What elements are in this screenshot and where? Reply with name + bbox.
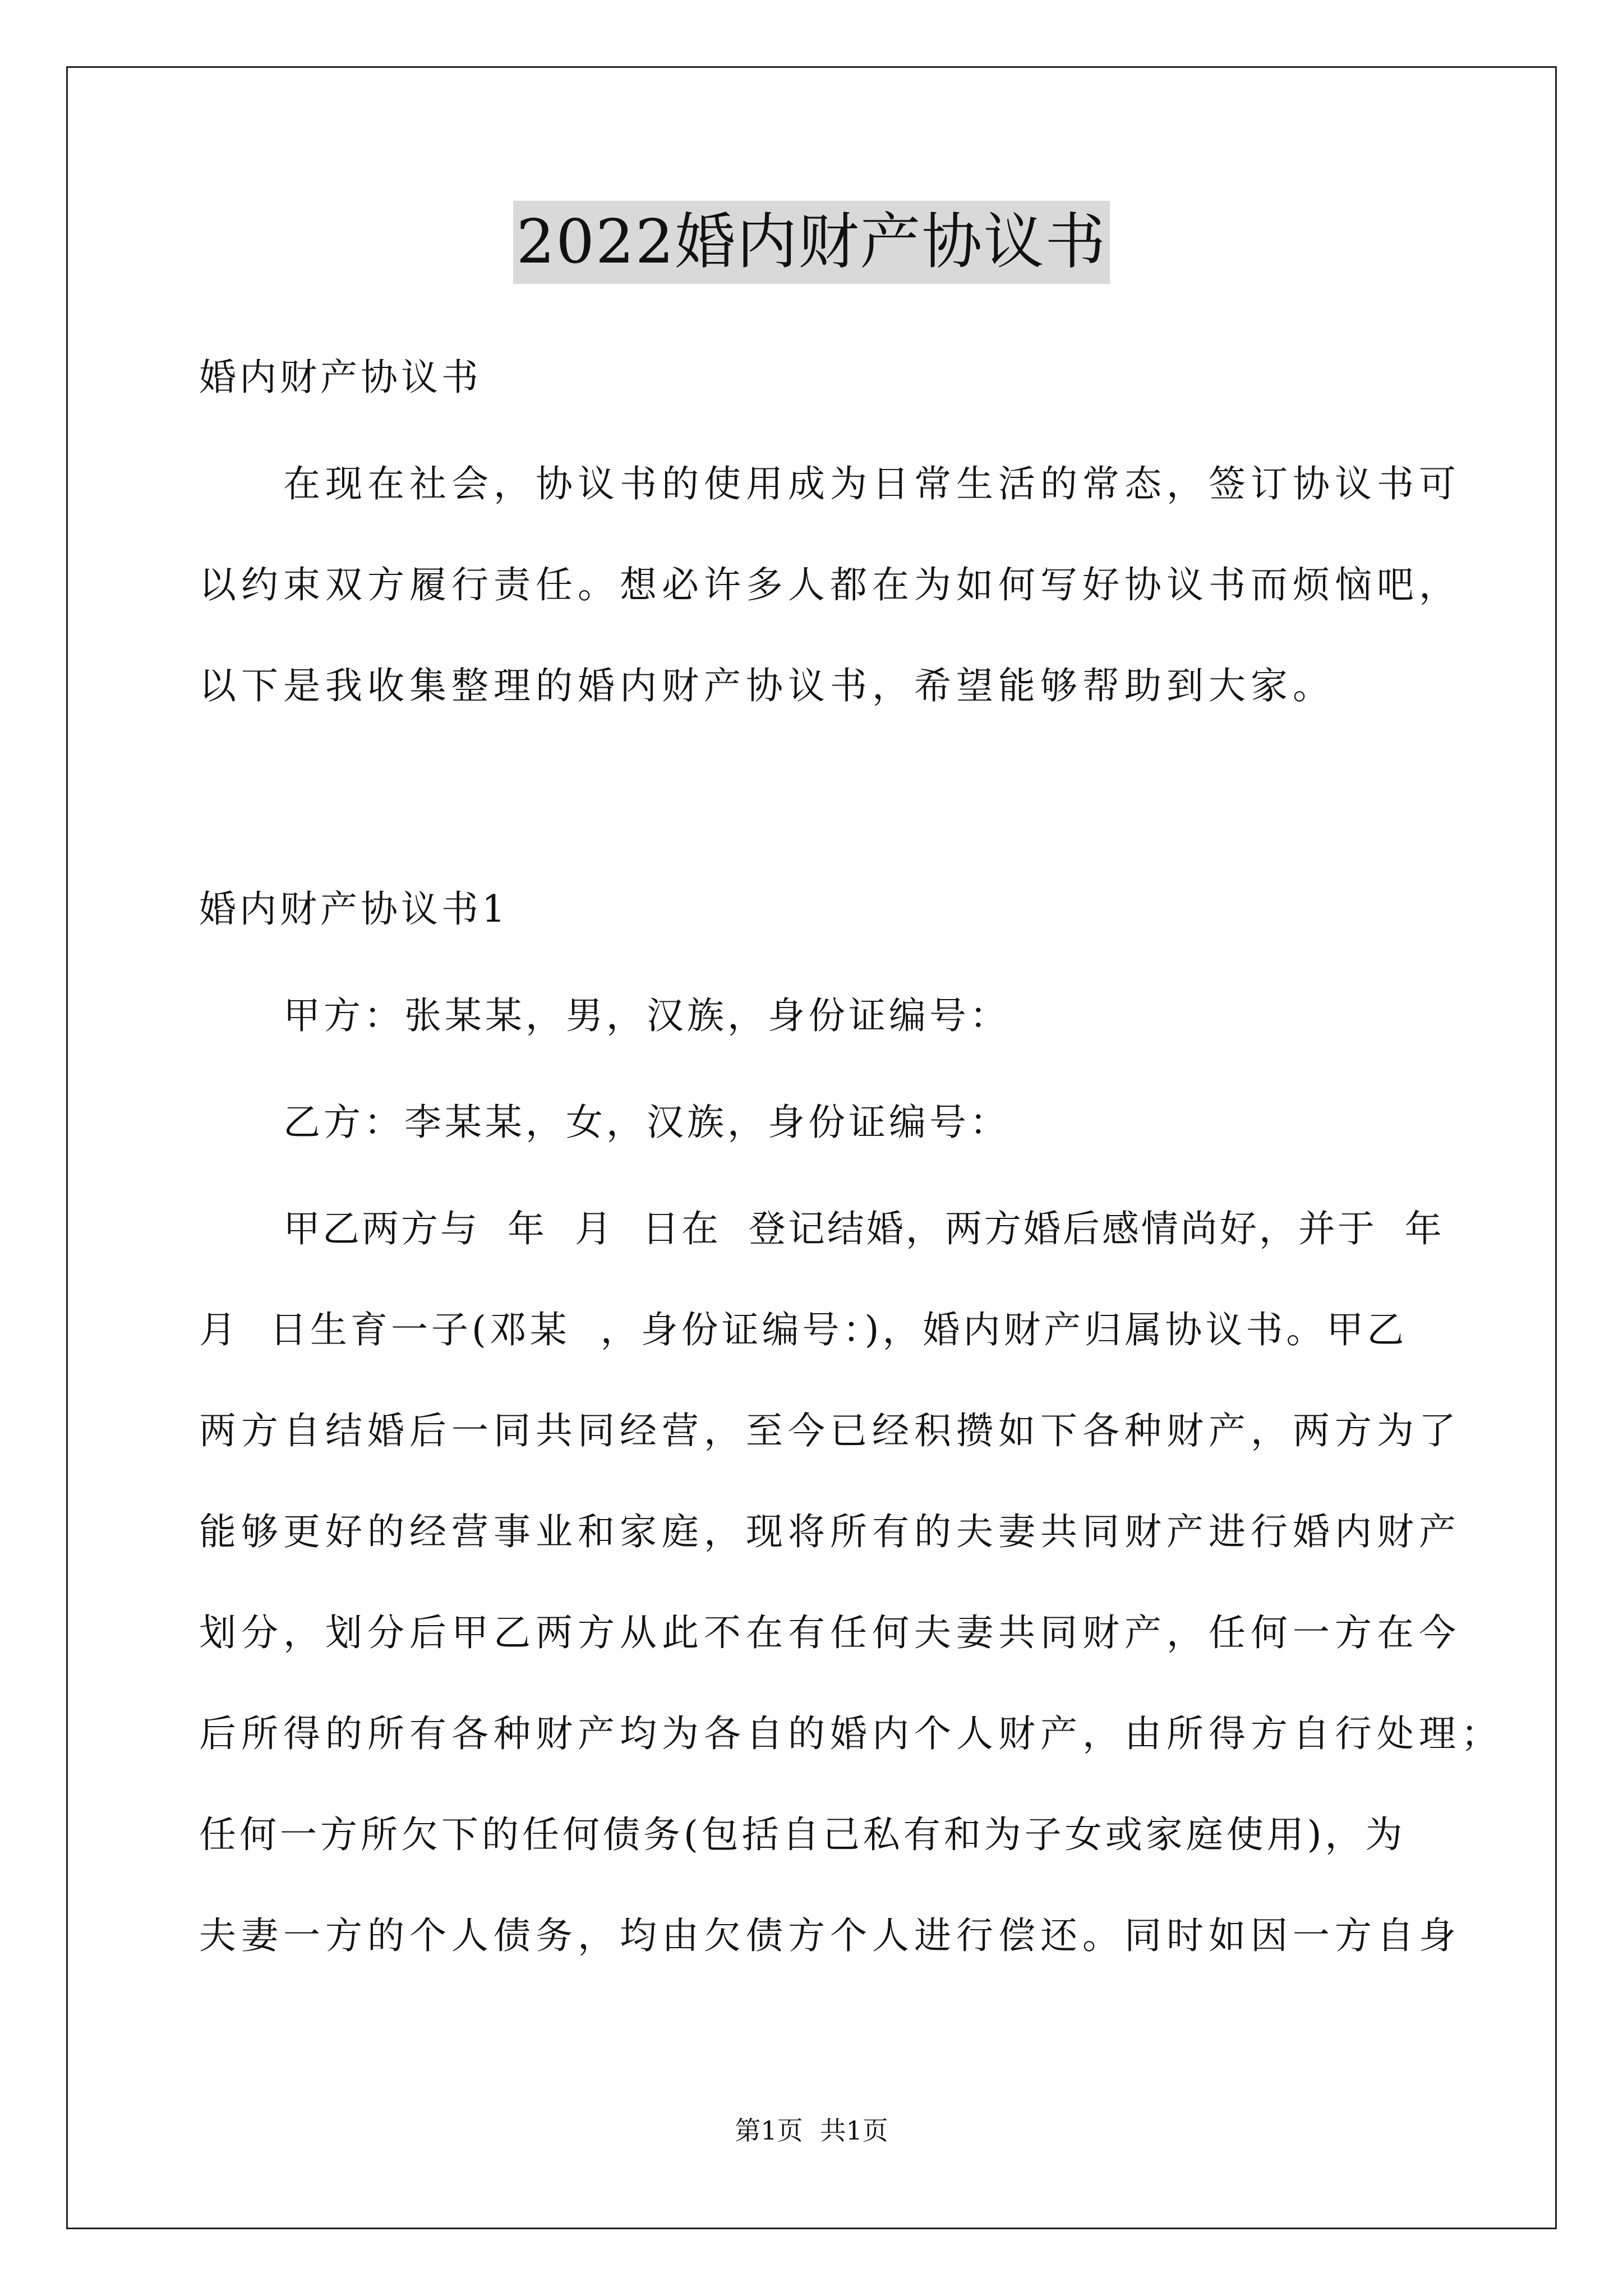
- body-line: 能够更好的经营事业和家庭，现将所有的夫妻共同财产进行婚内财产: [199, 1510, 1461, 1553]
- document-title: 2022婚内财产协议书: [513, 201, 1110, 284]
- intro-line: 以下是我收集整理的婚内财产协议书，希望能够帮助到大家。: [199, 664, 1335, 707]
- body-line: 任何一方所欠下的任何债务(包括自己私有和为子女或家庭使用)，为: [199, 1813, 1406, 1856]
- intro-line: 以约束双方履行责任。想必许多人都在为如何写好协议书而烦恼吧，: [199, 563, 1461, 606]
- body-line: 两方自结婚后一同共同经营，至今已经积攒如下各种财产，两方为了: [199, 1409, 1461, 1452]
- title-container: [0, 201, 1623, 284]
- section-heading: 婚内财产协议书1: [199, 887, 509, 931]
- intro-heading: 婚内财产协议书: [199, 356, 482, 399]
- party-a-line: 甲方：张某某，男，汉族，身份证编号：: [283, 994, 1010, 1037]
- body-line: 划分，划分后甲乙两方从此不在有任何夫妻共同财产，任何一方在今: [199, 1611, 1461, 1654]
- page-total: 共1页: [820, 2115, 888, 2146]
- body-line: 甲乙两方与 年 月 日在 登记结婚，两方婚后感情尚好，并于 年: [283, 1207, 1444, 1250]
- body-line: 月 日生育一子(邓某 ，身份证编号：)，婚内财产归属协议书。甲乙: [199, 1308, 1408, 1351]
- page-number: 第1页: [735, 2115, 803, 2146]
- body-line: 后所得的所有各种财产均为各自的婚内个人财产，由所得方自行处理；: [199, 1712, 1503, 1755]
- party-b-line: 乙方：李某某，女，汉族，身份证编号：: [283, 1101, 1010, 1144]
- intro-line: 在现在社会，协议书的使用成为日常生活的常态，签订协议书可: [283, 462, 1461, 505]
- page-footer: [0, 2115, 1623, 2146]
- body-line: 夫妻一方的个人债务，均由欠债方个人进行偿还。同时如因一方自身: [199, 1914, 1461, 1957]
